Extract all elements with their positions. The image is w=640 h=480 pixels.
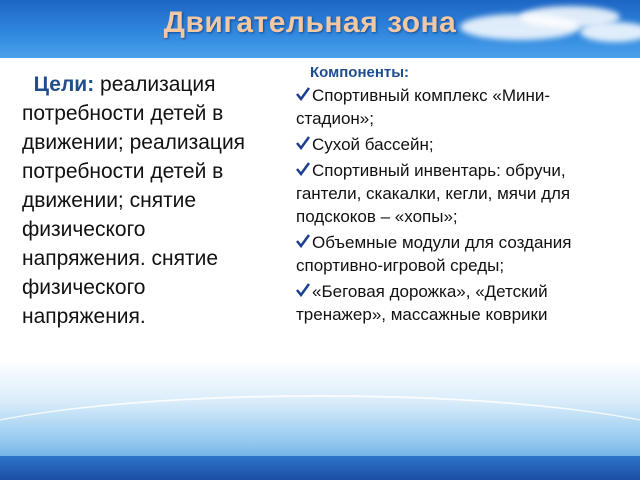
component-item: [296, 280, 596, 326]
component-item: [296, 84, 596, 130]
component-item: [296, 159, 596, 228]
slide-title: Двигательная зона: [163, 6, 457, 39]
bottom-bar: [0, 456, 640, 480]
component-item-text: Спортивный комплекс «Мини- стадион»;: [296, 86, 551, 128]
checkmark-icon: [296, 283, 310, 297]
goals-label: Цели:: [33, 73, 95, 96]
checkmark-icon: [296, 87, 310, 101]
component-item: [296, 231, 596, 277]
checkmark-icon: [296, 162, 310, 176]
goals-text-block: [22, 70, 270, 331]
component-item-text: «Беговая дорожка», «Детский тренажер», массажные коврики: [296, 282, 548, 324]
checkmark-icon: [296, 234, 310, 248]
component-item: [296, 133, 596, 156]
component-item-text: Спортивный инвентарь: обручи, гантели, скакалки, кегли, мячи для подскоков – «хопы»;: [296, 161, 571, 226]
component-item-text: Объемные модули для создания спортивно-игровой среды;: [296, 233, 572, 275]
components-title: Компоненты:: [310, 64, 410, 81]
component-item-text: Сухой бассейн;: [312, 135, 434, 154]
goals-text: реализация потребности детей в движении; реализация потребности детей в движении; снятие физического напряжения. снятие физического напряжения.: [22, 73, 246, 328]
checkmark-icon: [296, 136, 310, 150]
components-block: [296, 64, 596, 326]
